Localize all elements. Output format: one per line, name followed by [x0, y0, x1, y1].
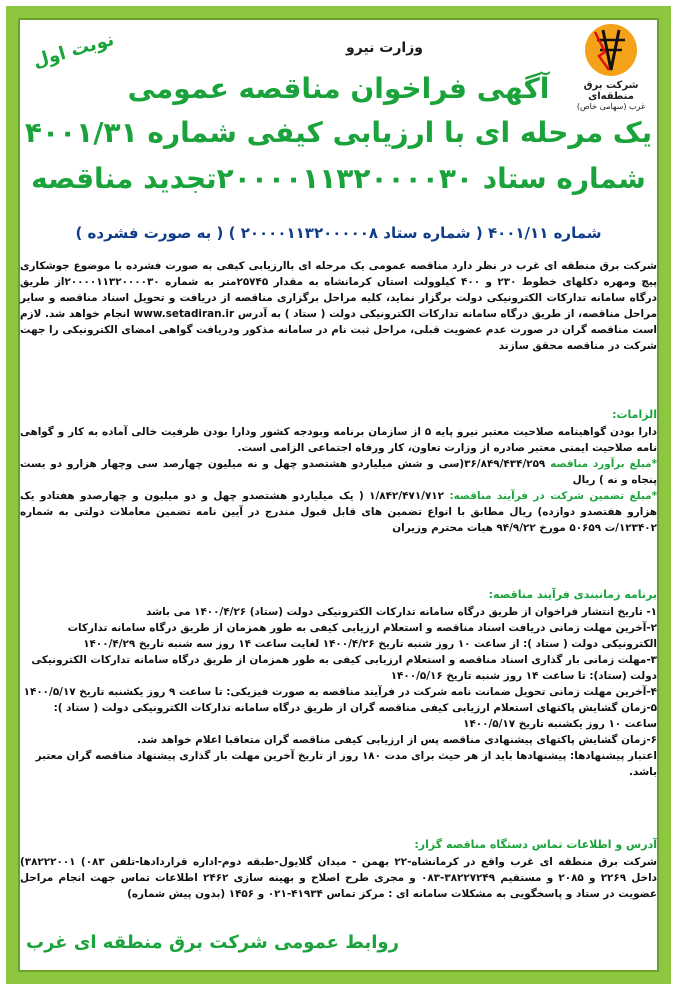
estimate-value: ۳۶/۸۴۹/۴۳۴/۲۵۹(سی و شش میلیاردو هشتصدو چهل و نه میلیون چهارصد سی وچهار هزارو دو یست پنجاه و نه ) ریال: [20, 458, 657, 486]
requirements-block: [20, 424, 657, 536]
company-subtitle: غرب (سهامی خاص): [576, 102, 646, 111]
schedule-item: ۴-آخرین مهلت زمانی تحویل ضمانت نامه شرکت در فرآیند مناقصه به صورت فیزیکی: تا ساعت ۹ روز یکشنبه تاریخ ۱۴۰۰/۵/۱۷: [23, 686, 657, 698]
contact-heading: آدرس و اطلاعات تماس دستگاه مناقصه گزار:: [414, 838, 657, 851]
retender-subtitle: شماره ۴۰۰۱/۱۱ ( شماره ستاد ۲۰۰۰۰۱۱۳۲۰۰۰۰۰۸ ) ( به صورت فشرده ): [75, 224, 602, 242]
schedule-item: ۱- تاریخ انتشار فراخوان از طریق درگاه سامانه تدارکات الکترونیکی دولت (ستاد) ۱۴۰۰/۴/۲۶ می باشد: [145, 606, 657, 618]
schedule-item: ۲-آخرین مهلت زمانی دریافت اسناد مناقصه و استعلام ارزیابی کیفی به طور همزمان از طریق درگاه سامانه تدارکات الکترونیکی دولت ( ستاد ): از ساعت ۱۰ روز شنبه تاریخ ۱۴۰۰/۴/۲۶ لغایت ساعت ۱۴ روز سه شنبه تاریخ ۱۴۰۰/۴/۲۹: [67, 622, 657, 650]
schedule-item: ۵-زمان گشایش پاکتهای استعلام ارزیابی کیفی مناقصه گران از طریق درگاه سامانه تدارکات الکترونیکی دولت ( ستاد ): ساعت ۱۰ روز یکشنبه تاریخ ۱۴۰۰/۵/۱۷: [53, 702, 657, 730]
requirements-text: دارا بودن گواهینامه صلاحیت معتبر نیرو پایه ۵ از سازمان برنامه وبودجه کشور ودارا بودن ظرفیت خالی آماده به کار و گواهی نامه صلاحیت ایمنی معتبر صادره از وزارت تعاون، کار ورفاه اجتماعی الزامی است.: [20, 426, 657, 454]
tender-number-title: یک مرحله ای با ارزیابی کیفی شماره ۴۰۰۱/۳۱: [24, 116, 653, 149]
schedule-item: اعتبار پیشنهادها: پیشنهادها باید از هر حیث برای مدت ۱۸۰ روز از تاریخ آخرین مهلت بار گذاری پیشنهاد مناقصه گران معتبر باشد.: [35, 750, 657, 778]
requirements-heading: الزامات:: [612, 408, 657, 421]
setad-number-title: شماره ستاد ۲۰۰۰۰۱۱۳۲۰۰۰۰۳۰تجدید مناقصه: [31, 162, 646, 195]
schedule-item: ۶-زمان گشایش پاکتهای پیشنهادی مناقصه پس از ارزیابی کیفی مناقصه گران متعاقبا اعلام خواهد شد.: [137, 734, 657, 746]
estimate-label: *مبلغ برآورد مناقصه: [550, 458, 657, 470]
contact-text: شرکت برق منطقه ای غرب واقع در کرمانشاه-۲۲ بهمن - میدان گلایول-طبقه دوم-اداره قراردادها-تلفن ۰۸۳) ۳۸۲۲۲۰۰۱) داخل ۲۲۶۹ و ۲۰۸۵ و مستقیم ۳۸۲۲۷۲۴۹-۰۸۳ و مجری طرح اصلاح و بهینه سازی ۲۴۶۲ اطلاعات تماس جهت انجام مراحل عضویت در ستاد و پاسخگویی به مشکلات سامانه ای : مرکز تماس ۴۱۹۳۴-۰۲۱ و ۱۴۵۶ (بدون پیش شماره): [20, 856, 658, 900]
footer-signature: روابط عمومی شرکت برق منطقه ای غرب: [26, 932, 399, 953]
estimate-line: [20, 456, 657, 488]
turn-label: نوبت اول: [30, 28, 117, 73]
ministry-label: وزارت نیرو: [346, 40, 423, 56]
guarantee-label: *مبلغ تضمین شرکت در فرآیند مناقصه:: [449, 490, 658, 502]
company-name: شرکت برق منطقه‌ای: [583, 80, 639, 102]
guarantee-value: ۱/۸۴۲/۴۷۱/۷۱۲ ( یک میلیاردو هشتصدو چهل و دو میلیون و چهارصدو هفتادو یک هزارو هفتصدو دوازده) ریال مطابق با انواع تضمین های قابل قبول مندرج در آیین نامه تضمین معاملات دولتی به شماره ۱۲۳۴۰۲/ت ۵۰۶۵۹ مورخ ۹۴/۹/۲۲ هیات محترم وزیران: [20, 490, 657, 534]
schedule-list: [20, 604, 657, 780]
guarantee-line: [20, 488, 657, 536]
power-tower-icon: [581, 22, 641, 78]
notice-content: [18, 18, 659, 972]
main-title: آگهی فراخوان مناقصه عمومی: [127, 72, 550, 105]
intro-paragraph: شرکت برق منطقه ای غرب در نظر دارد مناقصه عمومی یک مرحله ای باارزیابی کیفی به صورت فشرده با موضوع جوشکاری پیچ ومهره دکلهای خطوط ۲۳۰ و ۴۰۰ کیلوولت استان کرمانشاه به مقدار ۲۵۷۴۵متر به شماره ۲۰۰۰۰۱۱۳۲۰۰۰۰۳۰از طریق درگاه سامانه تدارکات الکترونیکی دولت برگزار نماید، کلیه مراحل برگزاری مناقصه از دریافت و تحویل اسناد مناقصه و سایر مراحل مناقصه، از طریق درگاه سامانه تدارکات الکترونیکی دولت ( ستاد ) به آدرس www.setadiran.ir انجام خواهد شد. لازم است مناقصه گران در صورت عدم عضویت قبلی، مراحل ثبت نام در سامانه مذکور ودریافت گواهی امضای الکترونیکی را جهت شرکت در مناقصه محقق سازند: [20, 260, 657, 352]
schedule-heading: برنامه زمانبندی فرآیند مناقصه:: [488, 588, 657, 601]
schedule-item: ۳-مهلت زمانی بار گذاری اسناد مناقصه و استعلام ارزیابی کیفی به طور همزمان از طریق درگاه سامانه تدارکات الکترونیکی دولت (ستاد): تا ساعت ۱۴ روز شنبه تاریخ ۱۴۰۰/۵/۱۶: [31, 654, 657, 682]
